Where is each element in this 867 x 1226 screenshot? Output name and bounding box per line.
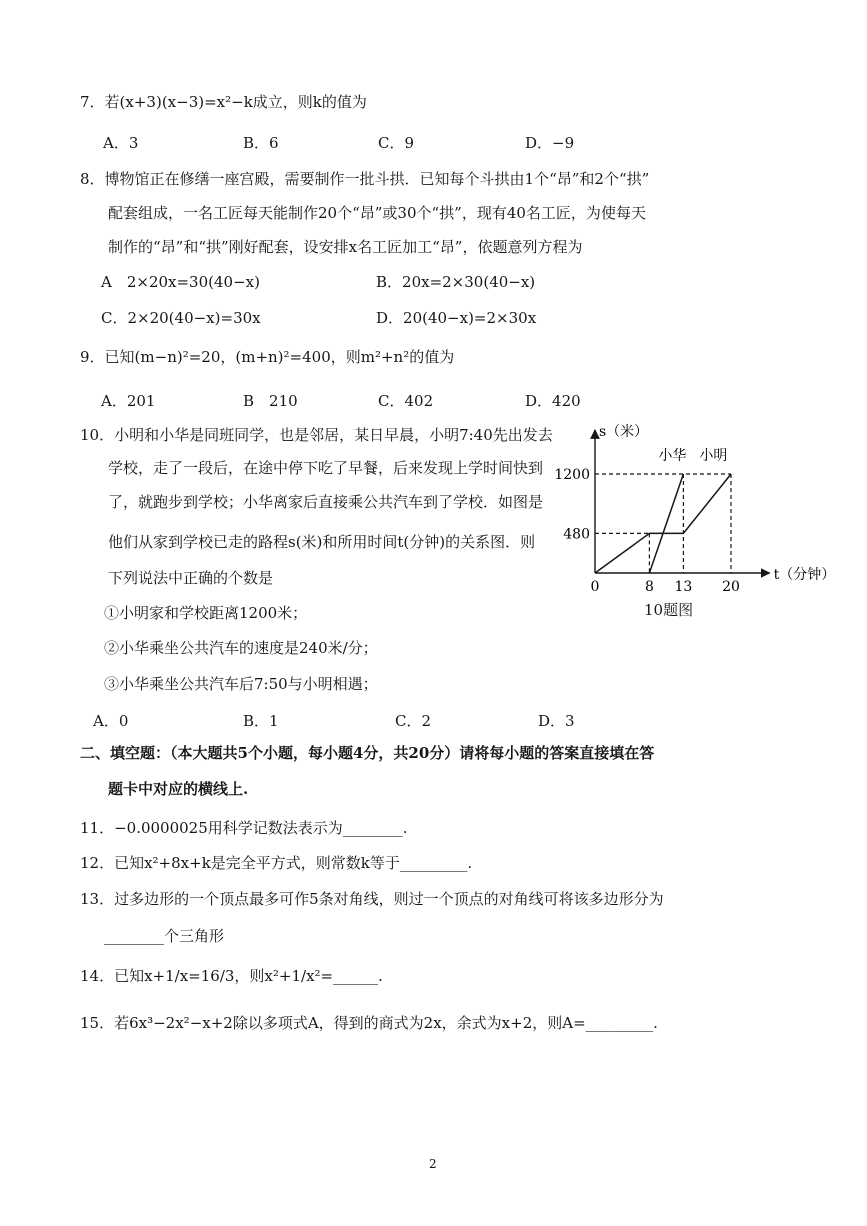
q10-statement-3: ③小华乘坐公共汽车后7:50与小明相遇； — [104, 675, 378, 693]
q10-statement-2: ②小华乘坐公共汽车的速度是240米/分； — [104, 639, 378, 657]
q9-option-a: A．201 — [101, 392, 156, 410]
q7-option-a: A．3 — [103, 134, 139, 152]
x-tick-label-13: 13 — [674, 579, 693, 595]
series-label-xiaohua: 小华 — [658, 448, 687, 464]
x-tick-label-8: 8 — [644, 579, 654, 595]
y-axis-label: s（米） — [599, 424, 649, 440]
q8-line-1: 8．博物馆正在修缮一座宫殿，需要制作一批斗拱．已知每个斗拱由1个“昂”和2个“拱” — [80, 170, 650, 188]
q7-option-d: D．−9 — [525, 134, 575, 152]
q12: 12．已知x²+8x+k是完全平方式，则常数k等于_________. — [80, 854, 473, 872]
series-line-xiaoming — [595, 474, 731, 573]
q10-statement-1: ①小明家和学校距离1200米； — [104, 604, 308, 622]
q10-option-c: C．2 — [395, 712, 432, 730]
q10-figure — [554, 418, 836, 598]
series-label-xiaoming: 小明 — [699, 448, 728, 464]
q9-stem: 9．已知(m−n)²=20，(m+n)²=400，则m²+n²的值为 — [80, 348, 455, 366]
q8-option-b: B．20x=2×30(40−x) — [376, 273, 536, 291]
q15: 15．若6x³−2x²−x+2除以多项式A，得到的商式为2x，余式为x+2，则A=_________. — [80, 1014, 658, 1032]
q8-line-3: 制作的“昂”和“拱”刚好配套，设安排x名工匠加工“昂”，依题意列方程为 — [108, 238, 583, 256]
x-tick-label-0: 0 — [590, 579, 600, 595]
q10-line-4: 他们从家到学校已走的路程s(米)和所用时间t(分钟)的关系图．则 — [108, 533, 536, 551]
q8-option-d: D．20(40−x)=2×30x — [376, 309, 537, 327]
x-axis-label: t（分钟） — [773, 567, 836, 583]
q10-option-b: B．1 — [243, 712, 279, 730]
page-number: 2 — [429, 1157, 437, 1171]
q10-option-a: A．0 — [93, 712, 129, 730]
q10-line-5: 下列说法中正确的个数是 — [108, 569, 274, 587]
q9-option-c: C．402 — [378, 392, 434, 410]
series-line-xiaohua — [649, 474, 683, 573]
y-tick-label-480: 480 — [563, 526, 590, 543]
q10-line-3: 了，就跑步到学校；小华离家后直接乘公共汽车到了学校．如图是 — [108, 493, 544, 511]
q10-line-1: 10．小明和小华是同班同学，也是邻居，某日早晨，小明7:40先出发去 — [80, 426, 553, 444]
q7-option-b: B．6 — [243, 134, 279, 152]
y-tick-label-1200: 1200 — [554, 467, 590, 483]
x-tick-label-20: 20 — [722, 579, 740, 595]
q10-option-d: D．3 — [538, 712, 575, 730]
q8-option-a: A 2×20x=30(40−x) — [101, 273, 260, 291]
q9-option-d: D．420 — [525, 392, 581, 410]
q14: 14．已知x+1/x=16/3，则x²+1/x²=______. — [80, 967, 383, 985]
q13-line-2: ________个三角形 — [104, 927, 225, 945]
q8-line-2: 配套组成，一名工匠每天能制作20个“昂”或30个“拱”，现有40名工匠，为使每天 — [108, 204, 646, 222]
q9-option-b: B 210 — [243, 392, 298, 410]
q7-option-c: C．9 — [378, 134, 415, 152]
section2-heading-line-1: 二、填空题：（本大题共5个小题，每小题4分，共20分）请将每小题的答案直接填在答 — [80, 744, 655, 762]
q13-line-1: 13．过多边形的一个顶点最多可作5条对角线，则过一个顶点的对角线可将该多边形分为 — [80, 890, 664, 908]
q10-line-2: 学校，走了一段后，在途中停下吃了早餐，后来发现上学时间快到 — [108, 459, 544, 477]
section2-heading-line-2: 题卡中对应的横线上. — [108, 780, 249, 798]
q10-figure-caption: 10题图 — [644, 601, 694, 619]
q11: 11．−0.0000025用科学记数法表示为________. — [80, 819, 408, 837]
q8-option-c: C．2×20(40−x)=30x — [101, 309, 261, 327]
q7-stem: 7．若(x+3)(x−3)=x²−k成立，则k的值为 — [80, 93, 367, 111]
